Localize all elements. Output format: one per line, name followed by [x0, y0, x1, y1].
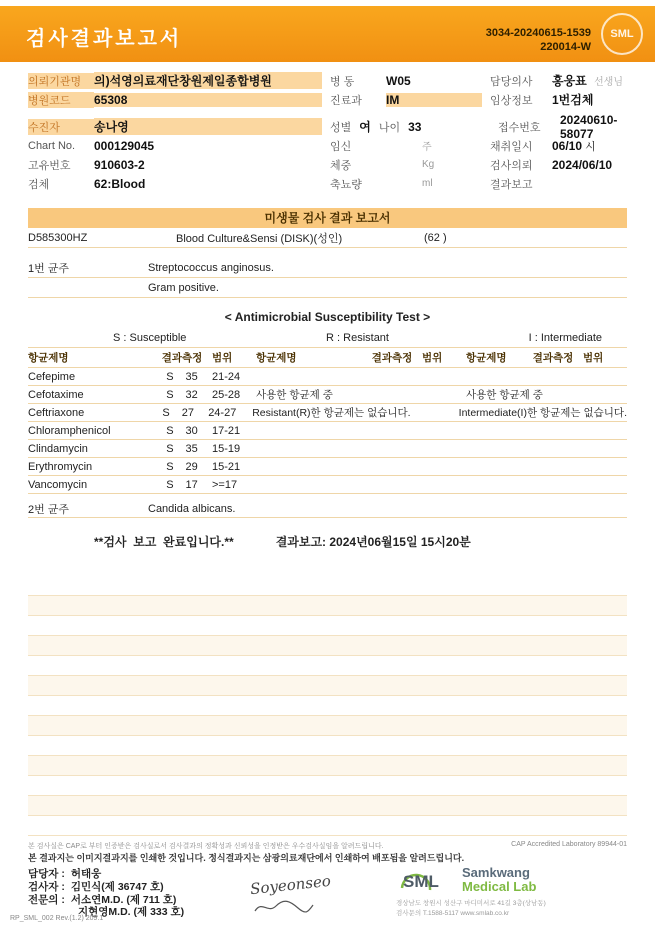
ast-row [28, 422, 627, 440]
test-code: D585300HZ [28, 231, 88, 244]
signature-scribble [252, 898, 316, 916]
ast-row [28, 368, 627, 386]
col-header-range: 범위 [212, 352, 233, 364]
test-row [28, 228, 627, 248]
sml-name-top: Samkwang [462, 865, 530, 881]
strain1-organism: Streptococcus anginosus. [148, 261, 274, 274]
col-header-name: 항균제명 [466, 352, 507, 364]
staff3-value: 서소연M.D. (제 711 호) [70, 893, 177, 906]
blank-row [28, 596, 627, 616]
sml-logo-row [396, 864, 631, 896]
result-range: 17-21 [212, 424, 241, 437]
result-flag: S [166, 424, 174, 437]
completion-text: **검사 보고 완료입니다.** [94, 534, 234, 549]
staff2-label: 검사자 : [28, 880, 65, 893]
antibiotic-name: Erythromycin [28, 460, 93, 473]
spacer [28, 298, 627, 306]
staff-line [28, 894, 184, 907]
blank-row [28, 796, 627, 816]
sml-address-line1: 경상남도 창원시 성산구 마디미서로 41길 3층(상남동) [396, 900, 546, 907]
pregnancy-unit: 주 [422, 142, 432, 153]
collect-unit: 시 [585, 140, 596, 153]
staff3-label: 전문의 : [28, 893, 65, 906]
col-header-name: 항균제명 [28, 352, 69, 364]
sex-label: 성별 [330, 121, 352, 134]
col-header-name: 항균제명 [256, 352, 297, 364]
completion-row [28, 530, 627, 552]
result-range: >=17 [212, 478, 238, 491]
ast-legend [28, 328, 627, 348]
col-header-result: 결과측정 [532, 352, 574, 364]
blank-row [28, 676, 627, 696]
note-right: 사용한 항균제 중 [466, 389, 543, 401]
spacer [28, 248, 627, 258]
antibiotic-name: Vancomycin [28, 478, 88, 491]
test-name: Blood Culture&Sensi (DISK)(성인) [176, 232, 343, 245]
result-range: 21-24 [212, 370, 241, 383]
result-flag: S [166, 442, 174, 455]
ward-value: W05 [386, 73, 411, 88]
ast-title [28, 306, 627, 328]
patient-name-label: 수진자 [28, 119, 94, 135]
staff-line [28, 868, 184, 881]
patient-info [28, 72, 627, 194]
sml-name-bottom: Medical Lab [462, 879, 537, 894]
result-flag: S [166, 460, 174, 473]
test-specimen: (62 ) [424, 231, 447, 244]
clinical-value: 1번검체 [552, 93, 594, 107]
result-flag: S [162, 406, 170, 419]
request-label: 검사의뢰 [490, 159, 533, 172]
patient-row [28, 175, 627, 192]
sex-value: 여 [359, 120, 371, 134]
age-value: 33 [408, 119, 422, 134]
result-range: 24-27 [208, 406, 237, 419]
result-flag: S [166, 370, 174, 383]
blank-row [28, 816, 627, 836]
antibiotic-name: Chloramphenicol [28, 424, 111, 437]
urine-unit: ml [422, 178, 433, 189]
chart-no-value: 000129045 [94, 138, 155, 153]
signature-text: Soyeonseo [249, 871, 332, 899]
ast-row [28, 458, 627, 476]
sml-emblem-icon [601, 13, 643, 55]
ast-title-text: < Antimicrobial Susceptibility Test > [224, 310, 431, 324]
blank-row [28, 636, 627, 656]
blank-row [28, 776, 627, 796]
weight-unit: Kg [422, 159, 435, 170]
patient-row [28, 112, 627, 141]
request-value: 2024/06/10 [552, 157, 613, 172]
specimen-label: 검체 [28, 178, 50, 191]
strain2-organism: Candida albicans. [148, 502, 236, 515]
antibiotic-name: Cefotaxime [28, 388, 84, 401]
staff2-value: 김민식(제 36747 호) [70, 880, 164, 893]
sml-emblem-text: SML [610, 28, 634, 40]
org-label: 의뢰기관명 [28, 73, 94, 89]
strain1-gram: Gram positive. [148, 281, 219, 294]
blank-row [28, 716, 627, 736]
staff1-label: 담당자 : [28, 868, 65, 880]
footer-disclaimer-line [28, 841, 627, 851]
staff-block [28, 868, 184, 919]
age-label: 나이 [378, 121, 401, 134]
patient-row [28, 137, 627, 154]
receipt-label: 접수번호 [498, 121, 541, 134]
blank-row [28, 736, 627, 756]
result-value: 29 [185, 460, 198, 473]
sml-logo-icon [396, 864, 454, 896]
hospital-code-value: 65308 [94, 93, 322, 107]
result-flag: S [166, 388, 174, 401]
staff4-value: 지현영M.D. (제 333 호) [78, 906, 185, 919]
legend-intermediate: I : Intermediate [528, 331, 602, 344]
note-right: Intermediate(I)한 항균제는 없습니다. [458, 407, 627, 419]
patient-row [28, 156, 627, 173]
col-header-range: 범위 [422, 352, 443, 364]
ast-row [28, 440, 627, 458]
disclaimer-text: 본 검사실은 CAP로 부터 인증받은 검사실로서 검사결과의 정확성과 신뢰성을 인정받은 우수검사실임을 알려드립니다. [28, 843, 384, 850]
doctor-suffix: 선생님 [594, 77, 623, 88]
clinical-label: 임상정보 [490, 94, 533, 107]
result-value: 27 [181, 406, 194, 419]
doctor-label: 담당의사 [490, 75, 533, 88]
weight-label: 체중 [330, 159, 352, 172]
sex-age-line [330, 118, 490, 135]
col-header-range: 범위 [583, 352, 604, 364]
strain1-label: 1번 균주 [28, 262, 70, 275]
spacer [28, 518, 627, 530]
result-range: 25-28 [212, 388, 241, 401]
sml-logo-mark: SML [403, 872, 439, 891]
dept-value: IM [386, 93, 482, 107]
cap-accreditation: CAP Accredited Laboratory 89944-01 [511, 841, 627, 848]
blank-row [28, 576, 627, 596]
section-title: 미생물 검사 결과 보고서 [28, 208, 627, 228]
footer-notice: 본 결과지는 이미지결과지를 인쇄한 것입니다. 정식결과지는 삼광의료재단에서 인쇄하여 배포됨을 알려드립니다. [28, 853, 465, 863]
report-header [0, 6, 655, 62]
result-value: 17 [185, 478, 198, 491]
result-value: 30 [185, 424, 198, 437]
strain1-row [28, 258, 627, 278]
ward-label: 병 동 [330, 75, 355, 88]
result-value: 32 [185, 388, 198, 401]
uid-label: 고유번호 [28, 159, 71, 172]
blank-row [28, 756, 627, 776]
hospital-code-label: 병원코드 [28, 92, 94, 108]
patient-row [28, 91, 627, 108]
form-number: RP_SML_002 Rev.(1.2) 209.1 [10, 915, 104, 922]
ast-row [28, 404, 627, 422]
strain1-gram-row [28, 278, 627, 298]
result-report-label: 결과보고 [490, 178, 533, 191]
ast-row [28, 476, 627, 494]
pregnancy-label: 임신 [330, 140, 352, 153]
staff-line [28, 881, 184, 894]
collect-value: 06/10 [552, 138, 583, 153]
result-flag: S [166, 478, 174, 491]
microbiology-section [28, 208, 627, 552]
doctor-value: 홍웅표 [552, 74, 587, 88]
antibiotic-name: Ceftriaxone [28, 406, 85, 419]
report-datetime: 결과보고: 2024년06월15일 15시20분 [275, 534, 471, 549]
result-value: 35 [185, 370, 198, 383]
chart-no-label: Chart No. [28, 139, 76, 152]
collect-label: 채취일시 [490, 140, 533, 153]
sml-address [396, 899, 631, 919]
blank-rows [28, 576, 627, 836]
document-number-2: 220014-W [540, 40, 591, 53]
note-mid: 사용한 항균제 중 [256, 389, 333, 401]
document-numbers [486, 27, 591, 55]
receipt-value: 20240610-58077 [560, 112, 618, 141]
dept-label: 진료과 [330, 94, 362, 107]
blank-row [28, 616, 627, 636]
ast-column-headers [28, 348, 627, 368]
staff1-value: 허태웅 [70, 868, 102, 880]
sml-logo-block [396, 864, 631, 919]
blank-row [28, 656, 627, 676]
note-mid: Resistant(R)한 항균제는 없습니다. [252, 407, 411, 419]
document-number-1: 3034-20240615-1539 [485, 27, 591, 39]
col-header-result: 결과측정 [371, 352, 413, 364]
legend-resistant: R : Resistant [326, 331, 389, 344]
antibiotic-name: Cefepime [28, 370, 76, 383]
blank-row [28, 696, 627, 716]
org-value: 의)석영의료재단창원제일종합병원 [94, 72, 322, 89]
result-range: 15-21 [212, 460, 241, 473]
uid-value: 910603-2 [94, 157, 145, 172]
strain2-label: 2번 균주 [28, 503, 70, 516]
sml-address-line2: 검사문의 T.1588-5117 www.smlab.co.kr [396, 909, 510, 917]
specimen-value: 62:Blood [94, 176, 146, 191]
ast-row [28, 386, 627, 404]
strain2-row [28, 500, 627, 518]
patient-row [28, 72, 627, 89]
result-value: 35 [185, 442, 198, 455]
result-range: 15-19 [212, 442, 241, 455]
urine-label: 축뇨량 [330, 178, 362, 191]
patient-name-value: 송나영 [94, 118, 322, 135]
antibiotic-name: Clindamycin [28, 442, 88, 455]
legend-susceptible: S : Susceptible [113, 331, 187, 344]
page-title: 검사결과보고서 [26, 28, 183, 50]
col-header-result: 결과측정 [161, 352, 203, 364]
sml-logo-name [462, 866, 536, 893]
